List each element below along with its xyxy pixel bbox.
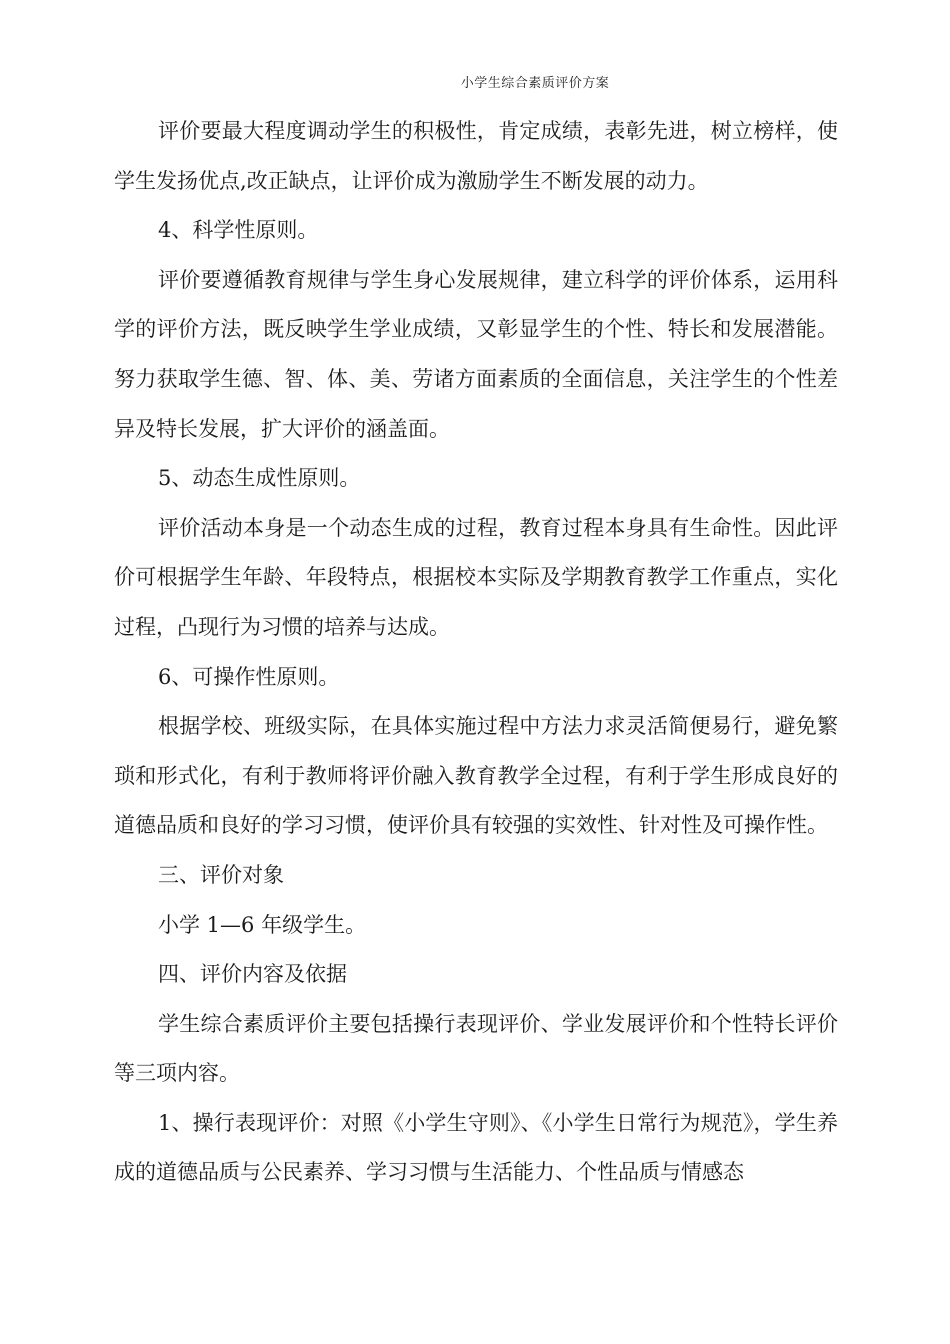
heading-evaluation-content: 四、评价内容及依据 xyxy=(158,962,347,987)
document-body xyxy=(114,107,838,1198)
paragraph-dynamic-principle: 评价活动本身是一个动态生成的过程，教育过程本身具有生命性。因此评价可根据学生年龄、年段特点，根据校本实际及学期教育教学工作重点，实化过程，凸现行为习惯的培养与达成。 xyxy=(114,515,838,639)
paragraph-evaluation-target: 小学 1—6 年级学生。 xyxy=(158,912,367,937)
paragraph-operability-principle: 根据学校、班级实际，在具体实施过程中方法力求灵活简便易行，避免繁琐和形式化，有利于教师将评价融入教育教学全过程，有利于学生形成良好的道德品质和良好的学习习惯，使评价具有较强的实效性、针对性及可操作性。 xyxy=(114,714,838,838)
paragraph-scientific-principle: 评价要遵循教育规律与学生身心发展规律，建立科学的评价体系，运用科学的评价方法，既反映学生学业成绩，又彰显学生的个性、特长和发展潜能。努力获取学生德、智、体、美、劳诸方面素质的全面信息，关注学生的个性差异及特长发展，扩大评价的涵盖面。 xyxy=(114,267,838,441)
running-header: 小学生综合素质评价方案 xyxy=(460,76,610,91)
paragraph-incentive-principle: 评价要最大程度调动学生的积极性，肯定成绩，表彰先进，树立榜样，使学生发扬优点,改正缺点，让评价成为激励学生不断发展的动力。 xyxy=(114,119,838,193)
paragraph-conduct-evaluation: 1、操行表现评价：对照《小学生守则》、《小学生日常行为规范》，学生养成的道德品质与公民素养、学习习惯与生活能力、个性品质与情感态 xyxy=(114,1110,838,1185)
heading-evaluation-target: 三、评价对象 xyxy=(158,862,284,887)
paragraph-evaluation-content: 学生综合素质评价主要包括操行表现评价、学业发展评价和个性特长评价等三项内容。 xyxy=(114,1011,838,1086)
heading-scientific-principle: 4、科学性原则。 xyxy=(158,218,319,243)
heading-dynamic-principle: 5、动态生成性原则。 xyxy=(158,466,361,491)
heading-operability-principle: 6、可操作性原则。 xyxy=(158,664,340,689)
